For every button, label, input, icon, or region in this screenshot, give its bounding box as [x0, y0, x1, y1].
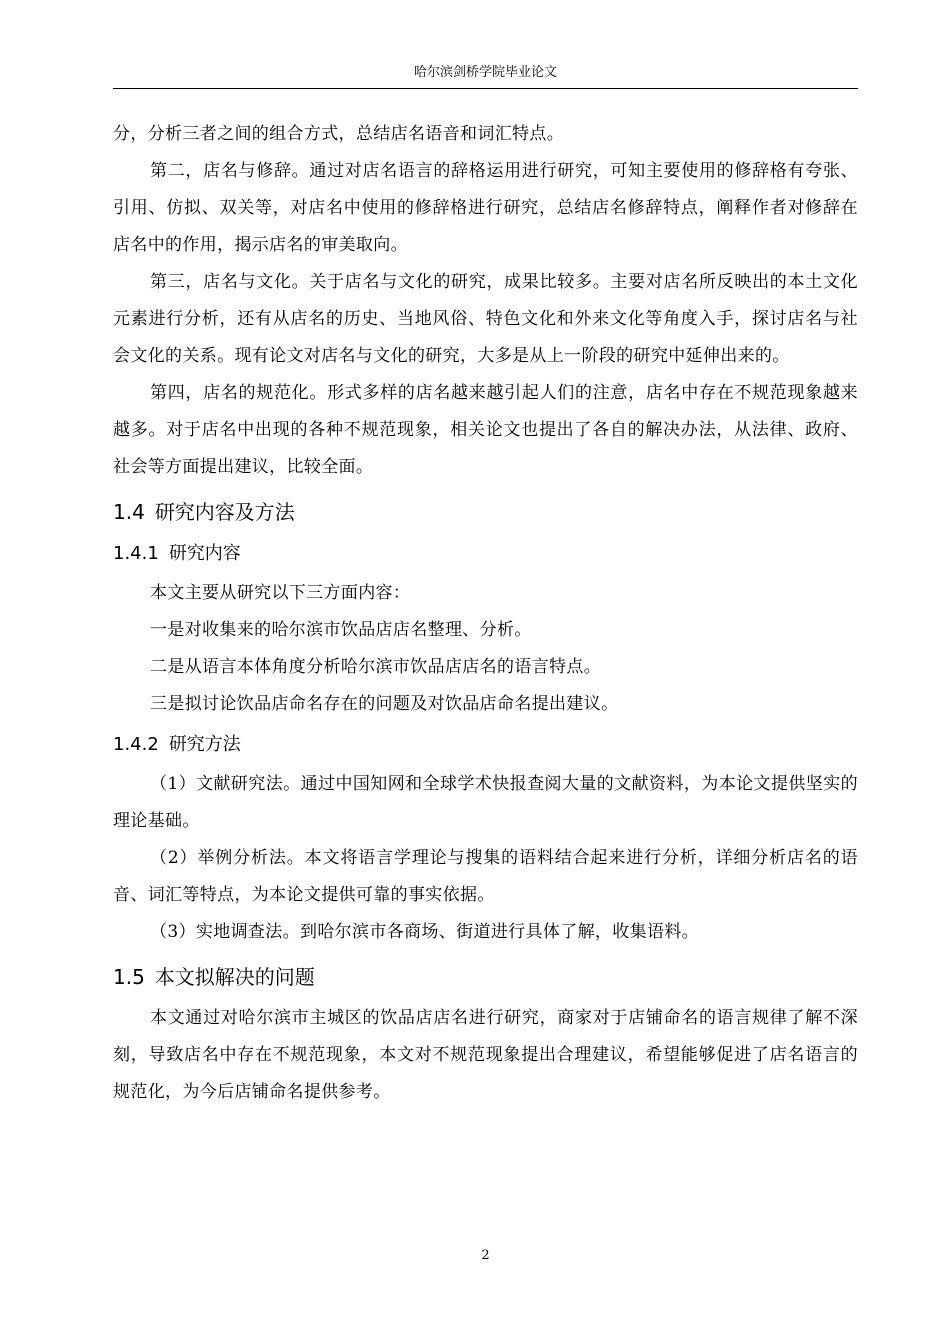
subsection-title: 研究方法 [168, 734, 241, 755]
section-title: 本文拟解决的问题 [154, 965, 315, 989]
section-heading-1-4 [113, 492, 858, 532]
paragraph-rhetoric: 第二，店名与修辞。通过对店名语言的辞格运用进行研究，可知主要使用的修辞格有夸张、引用、仿拟、双关等，对店名中使用的修辞格进行研究，总结店名修辞特点，阐释作者对修辞在店名中的作用，揭示店名的审美取向。 [113, 161, 858, 255]
research-content-item: 一是对收集来的哈尔滨市饮品店店名整理、分析。 [150, 620, 532, 640]
paragraph-standardization: 第四，店名的规范化。形式多样的店名越来越引起人们的注意，店名中存在不规范现象越来越多。对于店名中出现的各种不规范现象，相关论文也提出了各自的解决办法，从法律、政府、社会等方面提出建议，比较全面。 [113, 383, 858, 477]
section-number: 1.4 [113, 500, 145, 524]
research-content-intro: 本文主要从研究以下三方面内容： [150, 583, 411, 603]
subsection-number: 1.4.2 [113, 734, 159, 755]
research-content-item: 三是拟讨论饮品店命名存在的问题及对饮品店命名提出建议。 [150, 694, 619, 714]
page-number: 2 [481, 1248, 490, 1263]
header-divider [113, 88, 858, 89]
problem-statement-paragraph: 本文通过对哈尔滨市主城区的饮品店店名进行研究，商家对于店铺命名的语言规律了解不深刻，导致店名中存在不规范现象，本文对不规范现象提出合理建议，希望能够促进了店名语言的规范化，为今后店铺命名提供参考。 [113, 1008, 858, 1102]
subsection-title: 研究内容 [168, 543, 241, 564]
research-content-item: 二是从语言本体角度分析哈尔滨市饮品店店名的语言特点。 [150, 657, 602, 677]
section-heading-1-5 [113, 957, 858, 997]
subsection-number: 1.4.1 [113, 543, 159, 564]
subsection-heading-1-4-1 [113, 535, 858, 573]
section-number: 1.5 [113, 965, 145, 989]
research-method-item: （3）实地调查法。到哈尔滨市各商场、街道进行具体了解，收集语料。 [150, 922, 700, 942]
research-method-item: （2）举例分析法。本文将语言学理论与搜集的语料结合起来进行分析，详细分析店名的语音、词汇等特点，为本论文提供可靠的事实依据。 [113, 848, 858, 905]
page-body [113, 116, 858, 1111]
paragraph-culture: 第三，店名与文化。关于店名与文化的研究，成果比较多。主要对店名所反映出的本土文化元素进行分析，还有从店名的历史、当地风俗、特色文化和外来文化等角度入手，探讨店名与社会文化的关系。现有论文对店名与文化的研究，大多是从上一阶段的研究中延伸出来的。 [113, 272, 858, 366]
subsection-heading-1-4-2 [113, 726, 858, 764]
running-header: 哈尔滨剑桥学院毕业论文 [413, 65, 557, 80]
paragraph-continued: 分，分析三者之间的组合方式，总结店名语音和词汇特点。 [113, 124, 565, 144]
research-method-item: （1）文献研究法。通过中国知网和全球学术快报查阅大量的文献资料，为本论文提供坚实的理论基础。 [113, 774, 858, 831]
section-title: 研究内容及方法 [154, 500, 295, 524]
